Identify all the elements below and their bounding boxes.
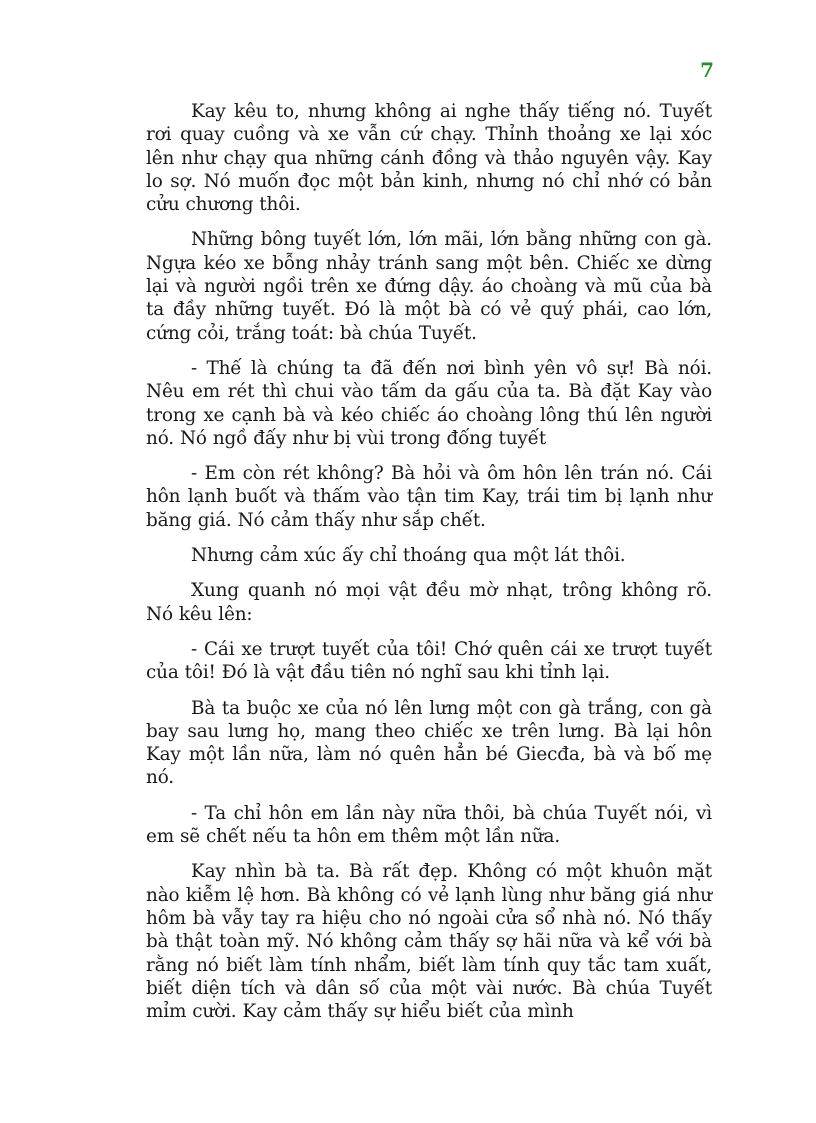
paragraph-4: - Em còn rét không? Bà hỏi và ôm hôn lên trán nó. Cái hôn lạnh buốt và thấm vào tận tim Kay, trái tim bị lạnh như băng giá. Nó cảm thấy như sắp chết. [146,463,712,531]
paragraph-1: Kay kêu to, nhưng không ai nghe thấy tiếng nó. Tuyết rơi quay cuồng và xe vẫn cứ chạy. Thỉnh thoảng xe lại xóc lên như chạy qua những cánh đồng và thảo nguyên vậy. Kay lo sợ. Nó muốn đọc một bản kinh, nhưng nó chỉ nhớ có bản cửu chương thôi. [146,101,712,216]
paragraph-5: Nhưng cảm xúc ấy chỉ thoáng qua một lát thôi. [191,545,626,567]
paragraph-2: Những bông tuyết lớn, lớn mãi, lớn bằng những con gà. Ngựa kéo xe bỗng nhảy tránh sang một bên. Chiếc xe dừng lại và người ngồi trên xe đứng dậy. áo choàng và mũ của bà ta đầy những tuyết. Đó là một bà có vẻ quý phái, cao lớn, cứng cỏi, trắng toát: bà chúa Tuyết. [146,229,712,344]
paragraph-3: - Thế là chúng ta đã đến nơi bình yên vô sự! Bà nói. Nêu em rét thì chui vào tấm da gấu của ta. Bà đặt Kay vào trong xe cạnh bà và kéo chiếc áo choàng lông thú lên người nó. Nó ngồ đấy như bị vùi trong đống tuyết [146,357,712,449]
paragraph-6: Xung quanh nó mọi vật đều mờ nhạt, trông không rõ. Nó kêu lên: [146,580,712,625]
page-body [146,100,712,1035]
paragraph-8: Bà ta buộc xe của nó lên lưng một con gà trắng, con gà bay sau lưng họ, mang theo chiếc xe trên lưng. Bà lại hôn Kay một lần nữa, làm nó quên hẳn bé Giecđa, bà và bố mẹ nó. [146,697,712,789]
paragraph-9: - Ta chỉ hôn em lần này nữa thôi, bà chúa Tuyết nói, vì em sẽ chết nếu ta hôn em thêm một lần nữa. [146,802,712,848]
paragraph-7: - Cái xe trượt tuyết của tôi! Chớ quên cái xe trượt tuyết của tôi! Đó là vật đầu tiên nó nghĩ sau khi tỉnh lại. [146,638,712,684]
page-number: 7 [700,58,714,82]
paragraph-10: Kay nhìn bà ta. Bà rất đẹp. Không có một khuôn mặt nào kiễm lệ hơn. Bà không có vẻ lạnh lùng như băng giá như hôm bà vẫy tay ra hiệu cho nó ngoài cửa sổ nhà nó. Nó thấy bà thật toàn mỹ. Nó không cảm thấy sợ hãi nữa và kể với bà rằng nó biết làm tính nhẩm, biết làm tính quy tắc tam xuất, biết diện tích và dân số của một vài nước. Bà chúa Tuyết mỉm cười. Kay cảm thấy sự hiểu biết của mình [146,861,712,1023]
